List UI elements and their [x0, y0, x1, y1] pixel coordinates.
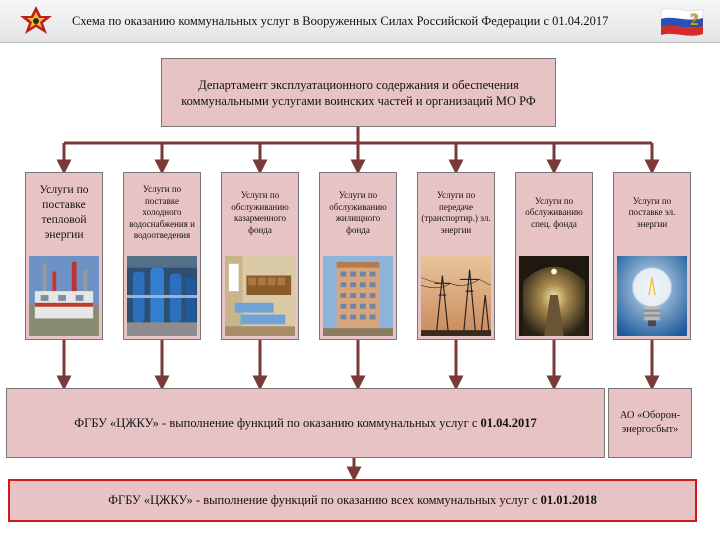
tunnel-photo	[519, 256, 589, 336]
service-housing-fund	[319, 172, 397, 340]
fgbu-all-services-box	[8, 479, 697, 522]
light-bulb-photo	[617, 256, 687, 336]
service-label: Услуги по обслуживанию спец. фонда	[525, 195, 583, 229]
service-label: Услуги по поставке холодного водоснабжения и водоотведения	[129, 184, 195, 241]
oboronenergosbyt-label: АО «Оборон-энергосбыт»	[619, 410, 681, 435]
service-electricity-supply	[613, 172, 691, 340]
service-label: Услуги по обслуживанию жилищного фонда	[329, 190, 387, 235]
service-label: Услуги по передаче (транспортир.) эл. энергии	[421, 190, 491, 235]
barracks-photo	[225, 256, 295, 336]
fgbu-functions-date: 01.04.2017	[480, 415, 537, 430]
service-heat-supply	[25, 172, 103, 340]
fgbu-all-services-text: ФГБУ «ЦЖКУ» - выполнение функций по оказанию всех коммунальных услуг с 01.01.2018	[108, 493, 597, 507]
power-lines-photo	[421, 256, 491, 336]
service-label: Услуги по обслуживанию казарменного фонда	[231, 190, 289, 235]
service-water-supply	[123, 172, 201, 340]
department-label: Департамент эксплуатационного содержания и обеспечения коммунальными услугами воинских частей и организаций МО РФ	[181, 77, 536, 108]
apartment-building-photo	[323, 256, 393, 336]
service-barracks-fund	[221, 172, 299, 340]
service-special-fund	[515, 172, 593, 340]
slide-title: Схема по оказанию коммунальных услуг в Вооруженных Силах Российской Федерации с 01.04.2017	[72, 14, 609, 28]
water-station-photo	[127, 256, 197, 336]
fgbu-all-services-date: 01.01.2018	[540, 493, 597, 507]
service-power-transmission	[417, 172, 495, 340]
oboronenergosbyt-box	[608, 388, 692, 458]
page-number: 2	[690, 10, 699, 29]
fgbu-functions-box	[6, 388, 605, 458]
department-box	[161, 58, 556, 127]
service-label: Услуги по поставке тепловой энергии	[39, 184, 89, 241]
boiler-house-photo	[29, 256, 99, 336]
fgbu-functions-text: ФГБУ «ЦЖКУ» - выполнение функций по оказанию коммунальных услуг с 01.04.2017	[74, 415, 537, 430]
service-label: Услуги по поставке эл. энергии	[628, 195, 676, 229]
